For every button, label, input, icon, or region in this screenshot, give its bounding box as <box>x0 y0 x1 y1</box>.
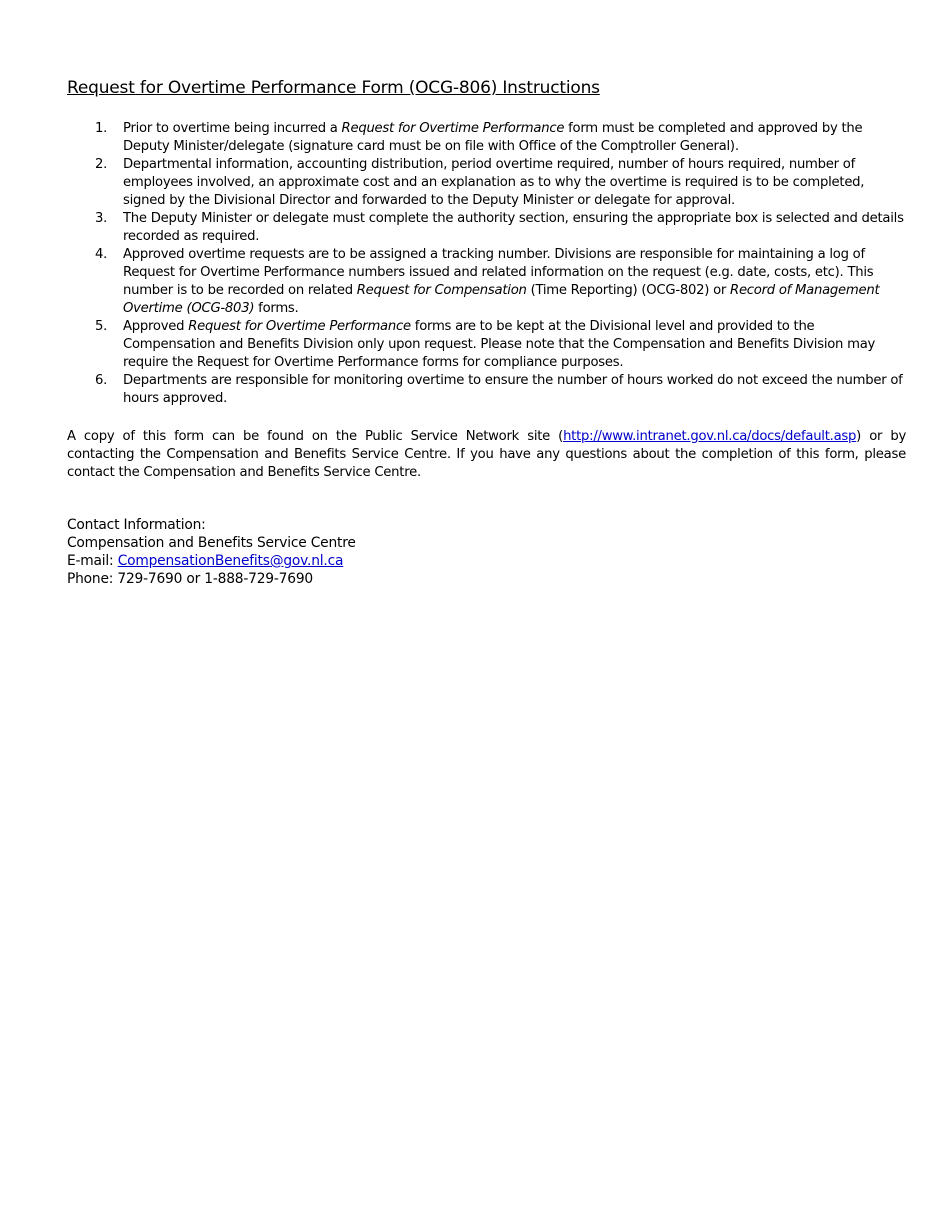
contact-heading: Contact Information: <box>67 517 206 533</box>
instruction-number: 6. <box>95 373 108 388</box>
contact-org: Compensation and Benefits Service Centre <box>67 535 356 551</box>
instruction-item <box>67 156 906 210</box>
contact-information <box>67 516 906 588</box>
contact-email-line <box>67 552 906 570</box>
instruction-number: 3. <box>95 211 108 226</box>
email-label: E-mail: <box>67 553 118 569</box>
instruction-text-segment: (Time Reporting) (OCG-802) or <box>526 283 731 298</box>
instruction-text-segment: forms are to be kept at the Divisional level and provided to the Compensation and Benefits Division only upon request. Please note that the Compensation and Benefits Division may require the Request for Overtime Performance forms for compliance purposes. <box>123 319 876 370</box>
instruction-number: 2. <box>95 157 108 172</box>
instruction-text-italic: Request for Overtime Performance <box>341 121 565 136</box>
instruction-item <box>67 120 906 156</box>
instruction-item <box>67 246 906 318</box>
document-page <box>67 76 906 588</box>
instruction-text <box>123 156 906 210</box>
paragraph-text-before: A copy of this form can be found on the Public Service Network site ( <box>67 429 564 444</box>
instruction-text-italic: Request for Overtime Performance <box>188 319 411 334</box>
instruction-text-segment: forms. <box>254 301 299 316</box>
instruction-text-italic: Record of Management Overtime (OCG-803) <box>123 283 880 316</box>
instructions-list <box>67 120 906 408</box>
instruction-text-italic: Request for Compensation <box>356 283 527 298</box>
paragraph-text-after: ) or by contacting the Compensation and Benefits Service Centre. If you have any questions about the completion of this form, please contact the Compensation and Benefits Service Centre. <box>67 429 906 480</box>
instruction-text-segment: Departments are responsible for monitoring overtime to ensure the number of hours worked do not exceed the number of hours approved. <box>123 373 903 406</box>
instruction-item <box>67 210 906 246</box>
instruction-item <box>67 372 906 408</box>
instruction-text-segment: Approved overtime requests are to be assigned a tracking number. Divisions are responsible for maintaining a log of Request for Overtime Performance numbers issued and related information on the request (e.g. date, costs, etc). This number is to be recorded on related <box>123 247 874 298</box>
page-title: Request for Overtime Performance Form (OCG-806) Instructions <box>67 78 600 98</box>
instruction-text-segment: Approved <box>123 319 189 334</box>
intranet-link[interactable]: http://www.intranet.gov.nl.ca/docs/default.asp <box>563 429 857 444</box>
instruction-text <box>123 120 906 156</box>
instruction-text-segment: The Deputy Minister or delegate must complete the authority section, ensuring the appropriate box is selected and details recorded as required. <box>123 211 904 244</box>
instruction-text <box>123 246 906 318</box>
instruction-text <box>123 318 906 372</box>
instruction-text <box>123 372 906 408</box>
instruction-number: 5. <box>95 319 108 334</box>
instruction-text-segment: Prior to overtime being incurred a <box>123 121 342 136</box>
form-location-paragraph <box>67 428 906 482</box>
contact-phone: Phone: 729-7690 or 1-888-729-7690 <box>67 571 313 587</box>
instruction-number: 1. <box>95 121 108 136</box>
instruction-text <box>123 210 906 246</box>
instruction-number: 4. <box>95 247 108 262</box>
instruction-text-segment: Departmental information, accounting distribution, period overtime required, number of hours required, number of employees involved, an approximate cost and an explanation as to why the overtime is required is to be completed, signed by the Divisional Director and forwarded to the Deputy Minister or delegate for approval. <box>123 157 865 208</box>
email-link[interactable]: CompensationBenefits@gov.nl.ca <box>117 553 344 569</box>
instruction-text-segment: form must be completed and approved by the Deputy Minister/delegate (signature card must be on file with Office of the Comptroller General). <box>123 121 863 154</box>
instruction-item <box>67 318 906 372</box>
